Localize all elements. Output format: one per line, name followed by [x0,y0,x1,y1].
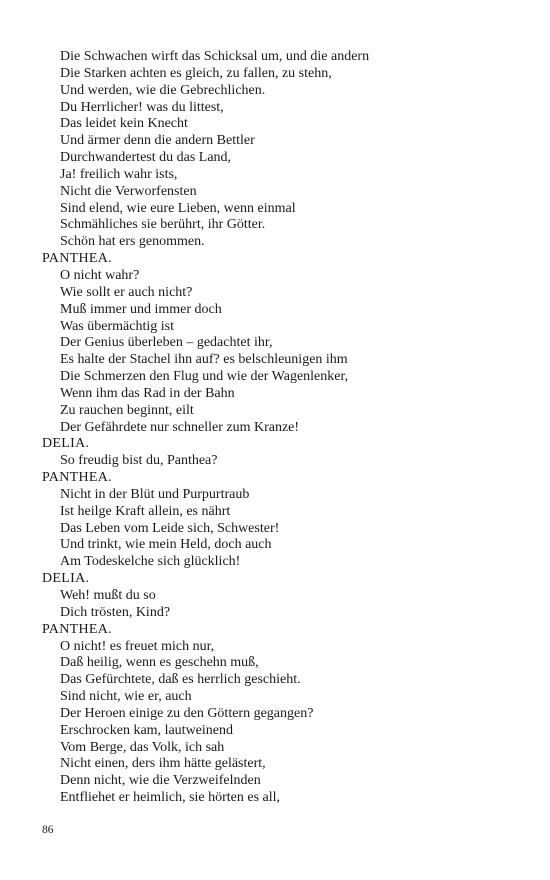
verse-line: Ist heilge Kraft allein, es nährt [60,503,231,519]
verse-line: Der Genius überleben – gedachtet ihr, [60,335,273,351]
verse-line: Und trinkt, wie mein Held, doch auch [60,537,272,553]
verse-line: Daß heilig, wenn es geschehn muß, [60,655,259,671]
speaker-name: PANTHEA. [42,470,112,486]
verse-line: Du Herrlicher! was du littest, [60,99,224,115]
verse-line: Weh! mußt du so [60,588,156,603]
verse-line: Sind nicht, wie er, auch [60,689,192,705]
verse-line: Durchwandertest du das Land, [60,150,232,166]
verse-line: Das leidet kein Knecht [60,116,188,132]
verse-line: Das Leben vom Leide sich, Schwester! [60,520,280,536]
verse-line: Der Gefährdete nur schneller zum Kranze! [60,419,300,435]
verse-line: Schön hat ers genommen. [60,234,205,250]
verse-line: Schmähliches sie berührt, ihr Götter. [60,217,266,233]
page-number: 86 [42,824,54,836]
speaker-name: DELIA. [42,436,90,452]
verse-line: Dich trösten, Kind? [60,604,171,620]
verse-line: Die Schwachen wirft das Schicksal um, und die andern [60,49,370,64]
verse-line: O nicht! es freuet mich nur, [60,638,215,654]
verse-line: Die Starken achten es gleich, zu fallen, zu stehn, [60,65,332,81]
verse-line: Vom Berge, das Volk, ich sah [60,739,225,755]
verse-line: Das Gefürchtete, daß es herrlich geschieht. [60,672,301,688]
verse-line: Ja! freilich wahr ists, [60,166,178,182]
verse-line: Und ärmer denn die andern Bettler [60,133,255,149]
verse-line: Und werden, wie die Gebrechlichen. [60,82,266,98]
speaker-name: DELIA. [42,571,90,587]
verse-line: So freudig bist du, Panthea? [60,453,218,469]
verse-line: Der Heroen einige zu den Göttern gegangen? [60,705,314,721]
verse-line: Zu rauchen beginnt, eilt [60,402,194,418]
verse-line: Was übermächtig ist [60,318,174,334]
verse-line: Am Todeskelche sich glücklich! [60,554,241,570]
speaker-name: PANTHEA. [42,621,112,637]
verse-line: Nicht in der Blüt und Purpurtraub [60,486,250,502]
verse-line: Erschrocken kam, lautweinend [60,722,233,738]
verse-line: Wenn ihm das Rad in der Bahn [60,385,235,401]
verse-line: Die Schmerzen den Flug und wie der Wagenlenker, [60,369,349,385]
verse-line: Sind elend, wie eure Lieben, wenn einmal [60,200,296,216]
verse-line: Entfliehet er heimlich, sie hörten es all, [60,790,281,806]
verse-line: Nicht einen, ders ihm hätte gelästert, [60,756,266,772]
verse-line: Muß immer und immer doch [60,301,222,317]
drama-text [42,49,522,807]
verse-line: Es halte der Stachel ihn auf? es belschleunigen ihm [60,352,348,368]
verse-line: Nicht die Verworfensten [60,183,197,199]
verse-line: Wie sollt er auch nicht? [60,284,193,300]
verse-line: O nicht wahr? [60,267,140,283]
speaker-name: PANTHEA. [42,251,112,267]
verse-line: Denn nicht, wie die Verzweifelnden [60,773,261,789]
